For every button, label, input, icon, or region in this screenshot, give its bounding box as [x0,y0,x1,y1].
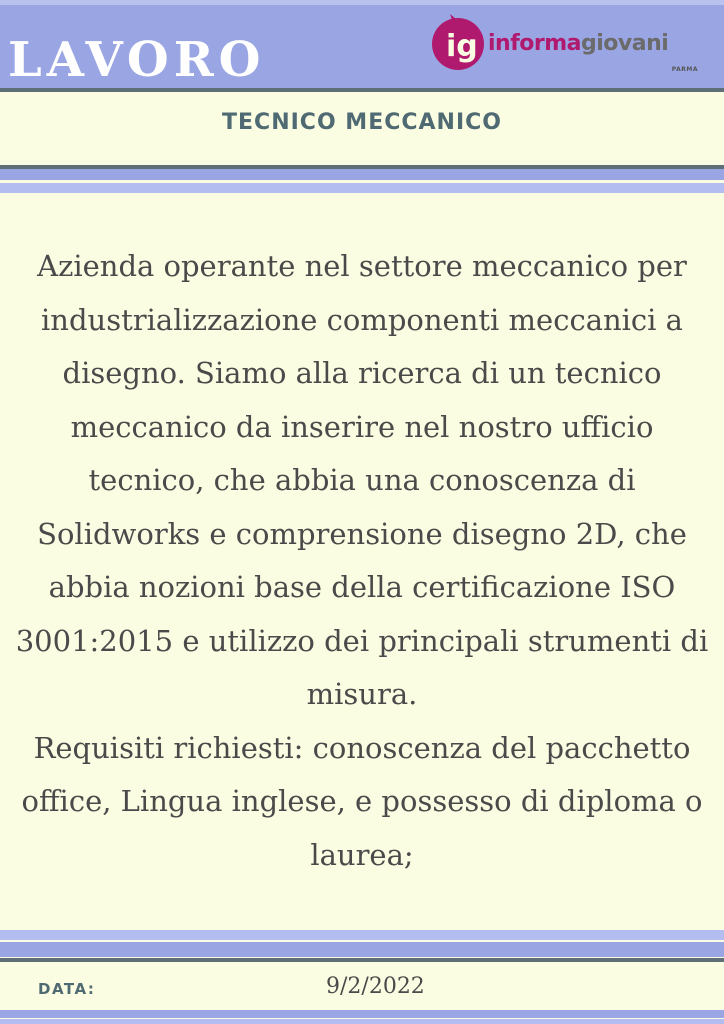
job-requirements: Requisiti richiesti: conoscenza del pacchetto office, Lingua inglese, e possesso di diploma o laurea; [21,730,703,872]
job-description: Azienda operante nel settore meccanico per industrializzazione componenti meccanici a disegno. Siamo alla ricerca di un tecnico meccanico da inserire nel nostro ufficio tecnico, che abbia una conoscenza di Solidworks e comprensione disegno 2D, che abbia nozioni base della certificazione ISO 3001:2015 e utilizzo dei principali strumenti di misura. [15,249,709,711]
lower-stripe-2 [0,942,724,957]
logo-wordmark [488,30,668,58]
upper-stripe-1 [0,169,724,180]
job-description-block [12,240,712,882]
job-title: TECNICO MECCANICO [222,110,502,135]
logo-subtext: PARMA [671,66,698,73]
logo-mark: ig [446,29,478,64]
ig-logo-icon [428,10,488,80]
date-value: 9/2/2022 [326,974,425,999]
informagiovani-logo [428,10,698,80]
logo-text-primary: informa [488,31,582,56]
section-title: LAVORO [8,32,266,88]
upper-stripe-2 [0,183,724,193]
logo-text-secondary: giovani [581,31,669,56]
header-top-stripe [0,0,724,5]
footer-stripe-2 [0,1019,724,1024]
footer-stripe [0,1010,724,1018]
lower-stripe-1 [0,930,724,940]
lower-rule [0,958,724,962]
date-label: DATA: [38,980,96,998]
